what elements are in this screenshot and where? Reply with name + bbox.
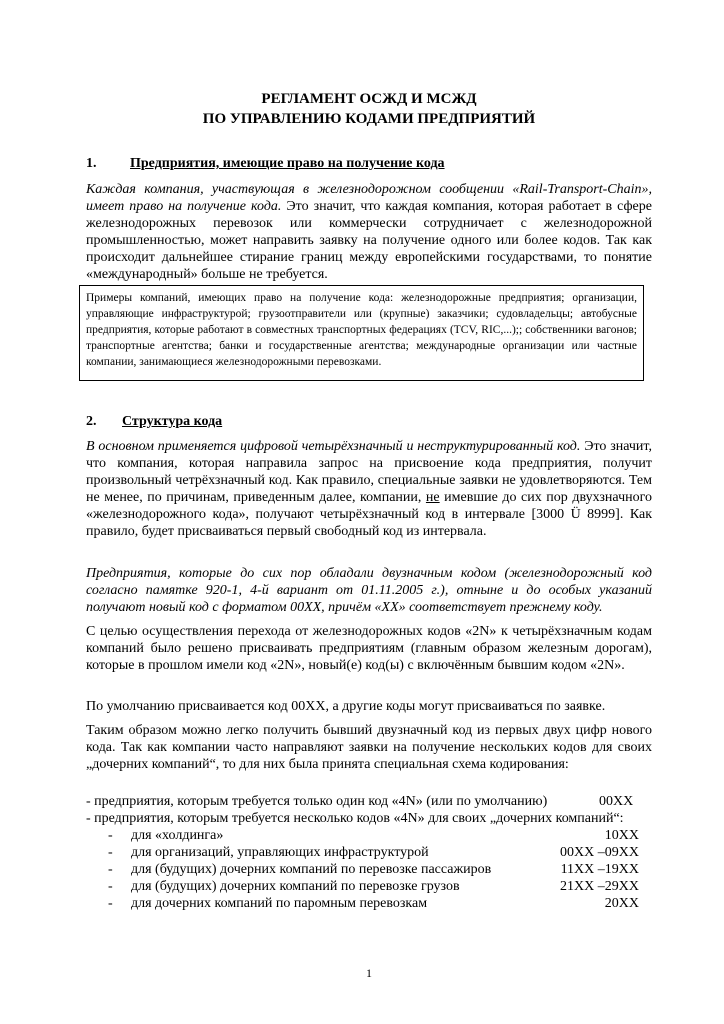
document-title-line1: РЕГЛАМЕНТ ОСЖД И МСЖД bbox=[261, 91, 477, 107]
examples-box: Примеры компаний, имеющих право на получение кода: железнодорожные предприятия; организации, управляющие инфраструктурой; грузоотправители или (крупные) заказчики; судовладельцы; автобусные предприятия, которые работают в совместных транспортных федерациях (TCV, RIC,...);; собственники вагонов; транспортные агентства; банки и государственные агентства; международные организации или частные компании, занимающиеся железнодорожными перевозками. bbox=[79, 285, 644, 381]
scheme-item-label: для (будущих) дочерних компаний по перевозке пассажиров bbox=[131, 862, 492, 877]
section2-paragraph3: С целью осуществления перехода от железнодорожных кодов «2N» к четырёхзначным кодам компаний было решено присваивать предприятиям (главным образом железным дорогам), которые в прошлом имели код «2N», новый(е) код(ы) с включённым бывшим кодом «2N». bbox=[86, 624, 652, 673]
scheme-item-code: 00XX –09XX bbox=[560, 845, 639, 860]
section2-p1-b: имевшие до сих пор двухзначного «железнодорожного кода», получают четырёхзначный код в интервале [3000 Ü 8999]. Как правило, будет присваиваться первый свободный код из интервала. bbox=[86, 490, 652, 539]
scheme-multi-label: - предприятия, которым требуется несколько кодов «4N» для своих „дочерних компаний“: bbox=[86, 811, 624, 826]
scheme-single-label: - предприятия, которым требуется только один код «4N» (или по умолчанию) bbox=[86, 794, 548, 809]
scheme-item-label: для (будущих) дочерних компаний по перевозке грузов bbox=[131, 879, 460, 894]
section1-heading bbox=[86, 155, 445, 172]
section2-p1-italic: В основном применяется цифровой четырёхзначный и неструктурированный код. bbox=[86, 439, 581, 454]
scheme-item-code: 11XX –19XX bbox=[560, 862, 639, 877]
scheme-item-bullet: - bbox=[108, 879, 113, 894]
scheme-item-code: 20XX bbox=[604, 896, 639, 911]
scheme-item-bullet: - bbox=[108, 862, 113, 877]
section2-heading bbox=[86, 413, 222, 430]
section1-heading-text: Предприятия, имеющие право на получение кода bbox=[130, 156, 445, 171]
section2-p1-ne: не bbox=[425, 490, 440, 505]
page-number: 1 bbox=[366, 966, 372, 980]
section1-intro bbox=[86, 181, 652, 283]
scheme-item-label: для дочерних компаний по паромным перевозкам bbox=[131, 896, 428, 911]
section1-intro-rest: Это значит, что каждая компания, которая работает в сфере железнодорожных перевозок или коммерчески сотрудничает с железнодорожной промышленностью, может направить заявку на получение одного или более кодов. Так как происходит дальнейшее стирание границ между европейскими государствами, то понятие «международный» больше не требуется. bbox=[86, 199, 652, 282]
scheme-item-bullet: - bbox=[108, 828, 113, 843]
section2-paragraph4: По умолчанию присваивается код 00XX, а другие коды могут присваиваться по заявке. bbox=[86, 699, 606, 714]
section2-paragraph1 bbox=[86, 438, 652, 540]
scheme-item-label: для «холдинга» bbox=[131, 828, 224, 843]
section2-number: 2. bbox=[86, 414, 97, 429]
section2-paragraph2: Предприятия, которые до сих пор обладали двузначным кодом (железнодорожный код согласно памятке 920-1, 4-й вариант от 01.11.2005 г.), отныне и до особых указаний получают новый код с форматом 00XX, причём «XX» соответствует прежнему коду. bbox=[86, 566, 652, 615]
document-title-line2: ПО УПРАВЛЕНИЮ КОДАМИ ПРЕДПРИЯТИЙ bbox=[202, 111, 536, 127]
section2-p1-a: Это значит, что компания, которая направила запрос на присвоение кода предприятия, получит произвольный четрёхзначный код. Как правило, специальные заявки не удовлетворяются. Тем не менее, по причинам, приведенным далее, компании, bbox=[86, 439, 652, 505]
scheme-item-code: 21XX –29XX bbox=[560, 879, 639, 894]
section2-paragraph5: Таким образом можно легко получить бывший двузначный код из первых двух цифр нового кода. Так как компании часто направляют заявки на получение нескольких кодов для своих „дочерних компаний“, то для них была принята специальная схема кодирования: bbox=[86, 723, 652, 772]
scheme-item-bullet: - bbox=[108, 896, 113, 911]
section1-number: 1. bbox=[86, 156, 97, 171]
section2-heading-text: Структура кода bbox=[122, 414, 223, 429]
section1-intro-italic: Каждая компания, участвующая в железнодорожном сообщении «Rail-Transport-Chain», имеет право на получение кода. bbox=[86, 182, 652, 214]
scheme-item-bullet: - bbox=[108, 845, 113, 860]
scheme-item-label: для организаций, управляющих инфраструктурой bbox=[131, 845, 429, 860]
scheme-item-code: 10XX bbox=[604, 828, 639, 843]
scheme-single-code: 00XX bbox=[599, 794, 634, 809]
